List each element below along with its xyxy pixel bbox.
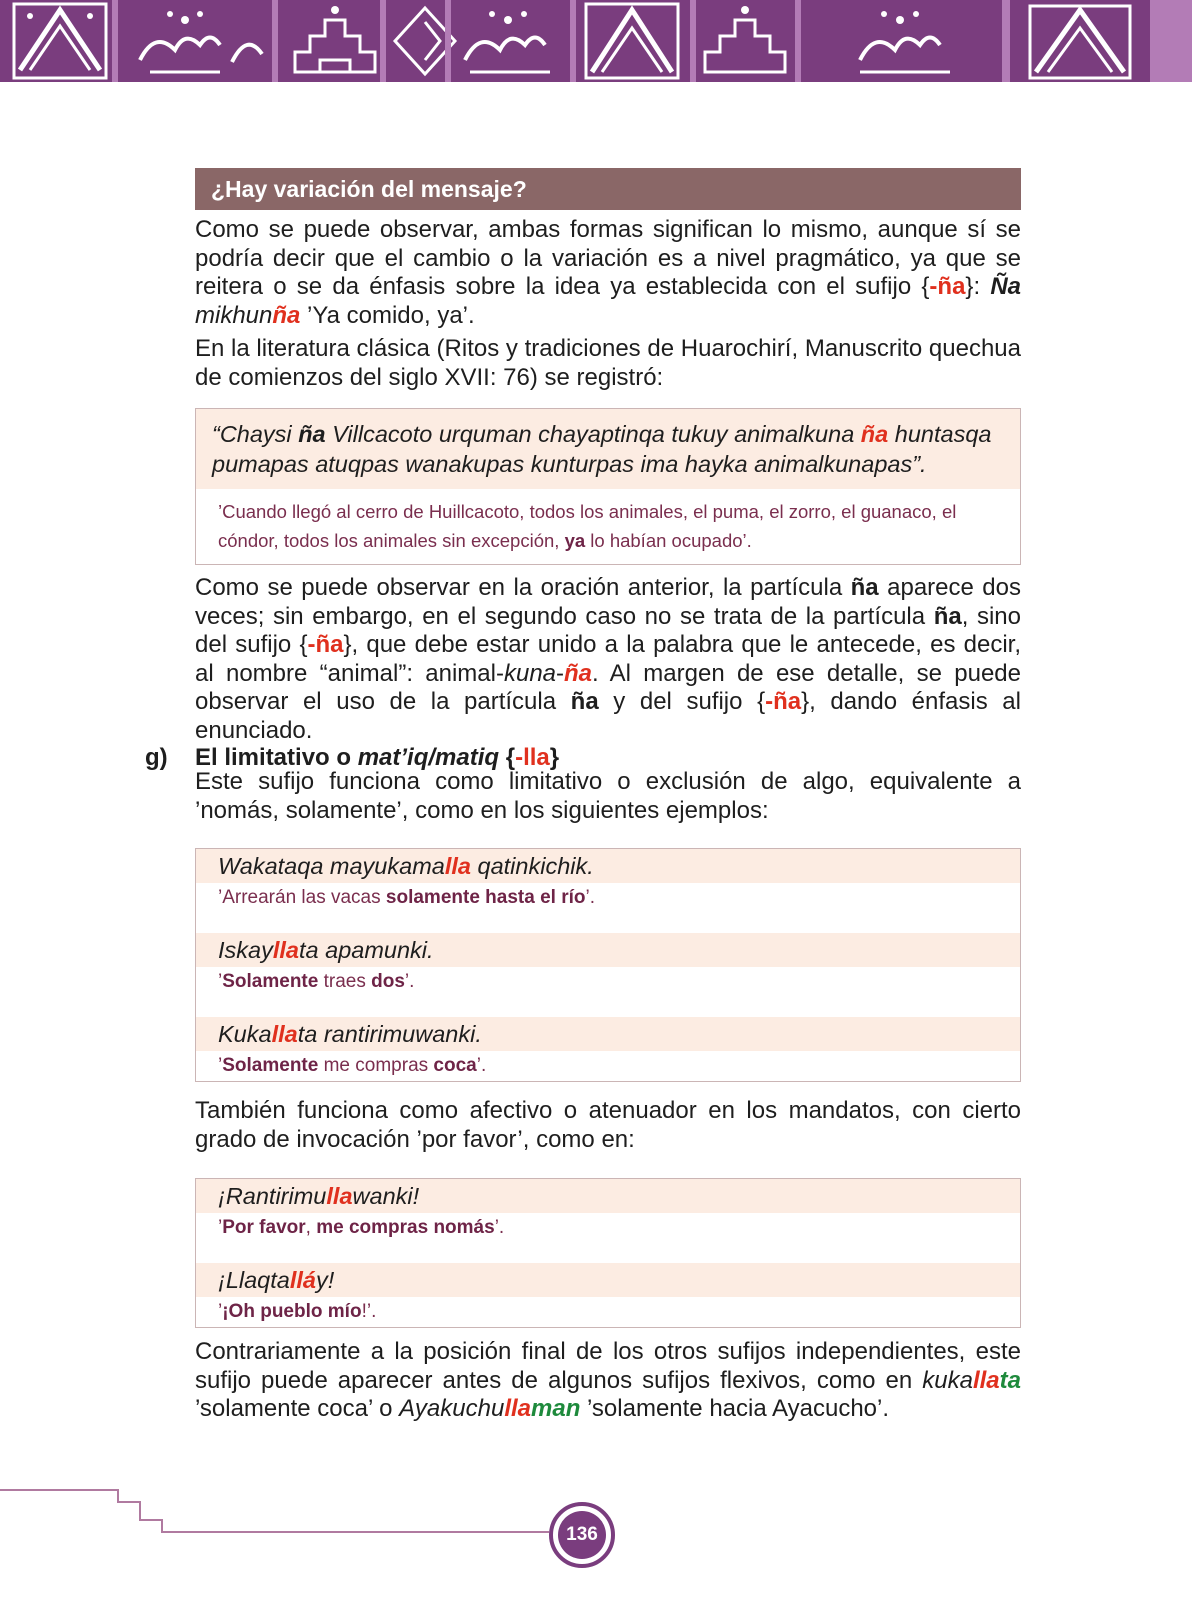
example-quechua <box>196 933 1020 967</box>
suffix-highlight: -ña <box>929 273 966 300</box>
text-span: Villcacoto urquman chayaptinqa tukuy animalkuna <box>325 421 861 447</box>
emphasis: ¡Oh pueblo mío <box>222 1301 362 1322</box>
text-span: ta rantirimuwanki. <box>297 1021 482 1047</box>
example-gap <box>196 997 1020 1017</box>
text-span: }, dando énfasis al enunciado. <box>195 688 1021 744</box>
text-span: ’ <box>218 1055 223 1076</box>
text-span: } <box>549 744 560 771</box>
quechua-word: kuna <box>503 659 557 687</box>
text-span: ’ <box>218 1301 223 1322</box>
example-translation <box>196 1297 1020 1327</box>
text-span: - <box>556 659 565 687</box>
particle-highlight: ña <box>850 574 879 601</box>
example-gap <box>196 1243 1020 1263</box>
text-span: El limitativo o <box>195 744 358 771</box>
example-quechua <box>196 1179 1020 1213</box>
paragraph-literature: En la literatura clásica (Ritos y tradiciones de Huarochirí, Manuscrito quechua de comienzos del siglo XVII: 76) se registró: <box>195 335 1021 391</box>
text-span: ’ <box>218 971 223 992</box>
textile-pattern-icon <box>0 0 1192 82</box>
text-span: , sino del sufijo { <box>195 602 1021 658</box>
text-span: qatinkichik. <box>470 853 594 879</box>
example-gap <box>196 913 1020 933</box>
text-span: Iskay <box>218 937 273 963</box>
text-span: ’. <box>476 1055 487 1076</box>
text-span: { <box>499 744 516 771</box>
text-span: ’. <box>494 1217 505 1238</box>
quechua-quote <box>196 409 1020 489</box>
text-span: Como se puede observar en la oración anterior, la partícula <box>195 574 851 601</box>
text-span: traes <box>318 971 372 992</box>
text-span: }: <box>965 273 991 300</box>
text-span: ’ <box>218 1217 223 1238</box>
emphasis: dos <box>371 971 405 992</box>
text-span: , <box>305 1217 317 1238</box>
quechua-word: Ña <box>990 273 1021 300</box>
quechua-term: mat’iq/matiq <box>357 744 500 771</box>
page-number-badge <box>549 1502 615 1568</box>
quechua-word: mikhun <box>195 301 273 329</box>
text-span: ¡Rantirimu <box>218 1183 327 1209</box>
example-translation <box>196 883 1020 913</box>
example-quechua <box>196 1263 1020 1297</box>
paragraph-affective: También funciona como afectivo o atenuador en los mandatos, con cierto grado de invocación ’por favor’, como en: <box>195 1097 1021 1153</box>
text-span: “Chaysi <box>212 421 299 447</box>
emphasis: me compras nomás <box>316 1217 495 1238</box>
flexive-suffix-highlight: man <box>531 1395 581 1422</box>
particle-highlight: ña <box>298 421 326 447</box>
suffix-highlight: -ña <box>307 631 344 658</box>
text-span: ’. <box>585 887 595 908</box>
emphasis: Solamente <box>222 971 319 992</box>
example-quechua <box>196 1017 1020 1051</box>
section-heading: ¿Hay variación del mensaje? <box>195 168 1021 210</box>
text-span: ’solamente hacia Ayacucho’. <box>580 1395 890 1422</box>
particle-highlight: ña <box>933 602 962 630</box>
text-span: ’. <box>404 971 415 992</box>
suffix-highlight: ña <box>564 659 593 687</box>
suffix-highlight: lla <box>326 1183 353 1209</box>
text-span: !’. <box>361 1301 377 1322</box>
suffix-highlight: lla <box>504 1395 531 1422</box>
text-span: y! <box>316 1267 335 1293</box>
suffix-highlight: ña <box>860 421 889 447</box>
text-span: }, que debe estar unido a la palabra que le antecede, es decir, al nombre “animal”: animal- <box>195 631 1021 687</box>
quote-translation <box>196 489 1020 563</box>
text-span: wanki! <box>352 1183 420 1209</box>
paragraph-limitative: Este sufijo funciona como limitativo o exclusión de algo, equivalente a ’nomás, solamente’, como en los siguientes ejemplos: <box>195 768 1021 824</box>
paragraph-position <box>195 1338 1021 1424</box>
suffix-highlight: lla <box>444 853 471 879</box>
emphasis: Solamente <box>222 1055 319 1076</box>
suffix-highlight: lla <box>972 1366 1000 1394</box>
text-span: huntasqa pumapas atuqpas wanakupas kunturpas ima hayka animalkunapas”. <box>212 421 992 477</box>
example-quechua <box>196 849 1020 883</box>
text-span: aparece dos veces; sin embargo, en el segundo caso no se trata de la partícula <box>195 574 1022 630</box>
decorative-header-band <box>0 0 1192 82</box>
suffix-highlight: llá <box>289 1267 316 1293</box>
paragraph-analysis <box>195 574 1021 745</box>
suffix-highlight: lla <box>272 937 299 963</box>
quechua-word: kuka <box>922 1366 973 1394</box>
example-translation <box>196 1051 1020 1081</box>
particle-highlight: ya <box>564 530 586 551</box>
page-number: 136 <box>558 1511 606 1559</box>
examples-box <box>195 848 1021 1082</box>
text-span: ¡Llaqta <box>218 1267 290 1293</box>
text-span: Kuka <box>218 1021 272 1047</box>
text-span: . Al margen de ese detalle, se puede observar el uso de la partícula <box>195 659 1021 715</box>
text-span: ta apamunki. <box>299 937 434 963</box>
quechua-word: Ayakuchu <box>399 1395 505 1422</box>
suffix-highlight: -lla <box>515 744 550 771</box>
text-span: ’Cuando llegó al cerro de Huillcacoto, todos los animales, el puma, el zorro, el guanaco, el cóndor, todos los animales sin excepción, <box>218 501 957 551</box>
emphasis: coca <box>433 1055 477 1076</box>
particle-highlight: ña <box>570 688 599 715</box>
text-span: y del sufijo { <box>598 688 766 715</box>
text-span: Contrariamente a la posición final de los otros sufijos independientes, este sufijo puede aparecer antes de algunos sufijos flexivos, como en <box>195 1338 1021 1394</box>
text-span: ’Arrearán las vacas <box>218 887 386 908</box>
emphasis: Por favor <box>222 1217 306 1238</box>
example-translation <box>196 967 1020 997</box>
section-letter: g) <box>145 744 168 771</box>
suffix-highlight: lla <box>271 1021 298 1047</box>
suffix-highlight: -ña <box>765 688 802 715</box>
suffix-highlight: ña <box>272 301 301 329</box>
text-span: ’solamente coca’ o <box>195 1395 400 1422</box>
text-span: me compras <box>318 1055 434 1076</box>
text-span: lo habían ocupado’. <box>585 530 752 551</box>
example-translation <box>196 1213 1020 1243</box>
text-span: Como se puede observar, ambas formas significan lo mismo, aunque sí se podría decir que el cambio o la variación es a nivel pragmático, ya que se reitera o se da énfasis sobre la idea ya establecida con el sufijo { <box>195 216 1021 300</box>
quote-box <box>195 408 1021 565</box>
flexive-suffix-highlight: ta <box>999 1366 1021 1394</box>
paragraph-variation <box>195 216 1021 330</box>
examples-box-affective <box>195 1178 1021 1328</box>
text-span: Wakataqa mayukama <box>218 853 445 879</box>
text-span: ’Ya comido, ya’. <box>300 301 475 329</box>
emphasis: solamente hasta el río <box>385 887 586 908</box>
